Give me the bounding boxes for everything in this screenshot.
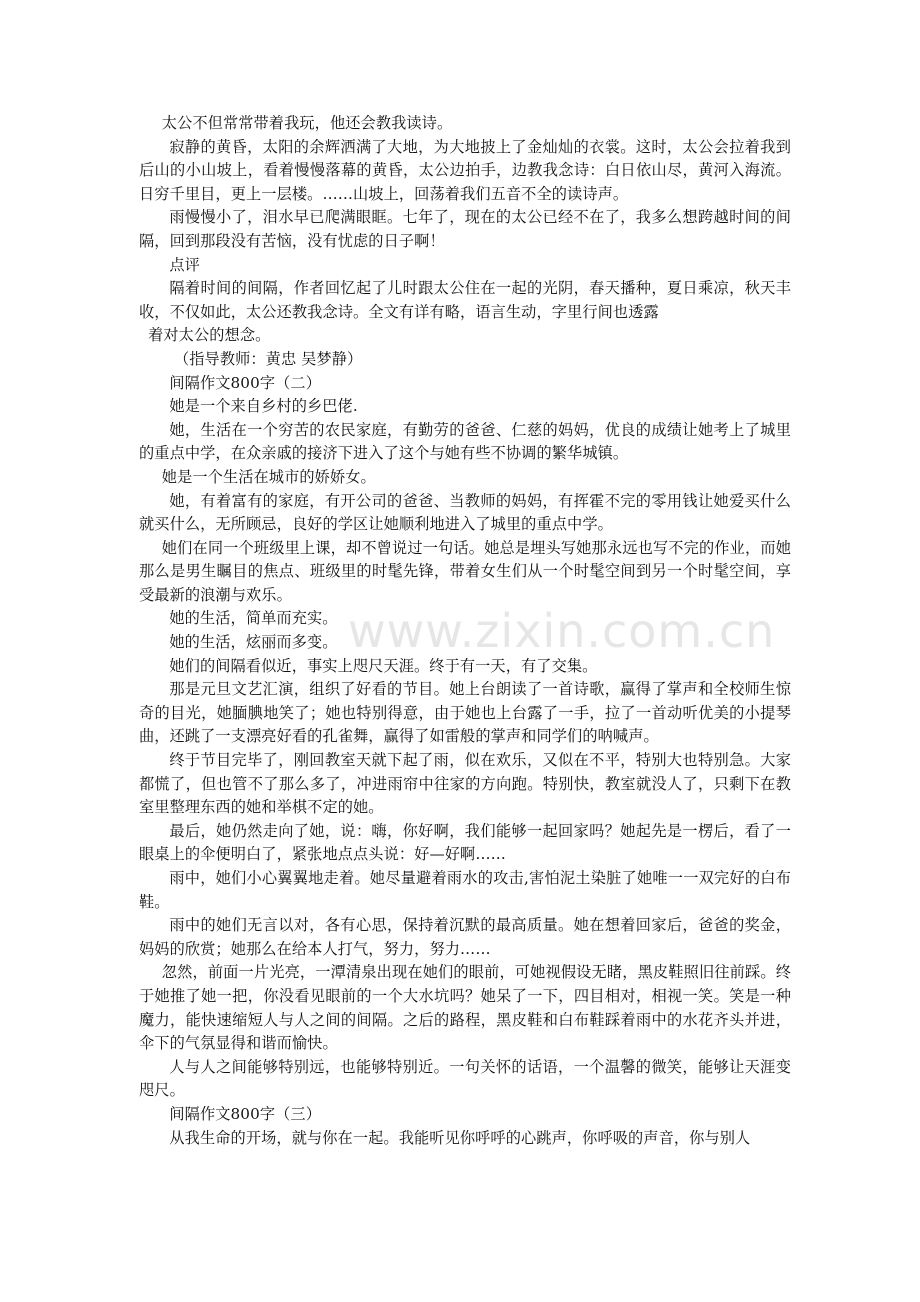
paragraph: 她，生活在一个穷苦的农民家庭，有勤劳的爸爸、仁慈的妈妈，优良的成绩让她考上了城里的重点中学，在众亲戚的接济下进入了这个与她有些不协调的繁华城镇。 [139,420,791,463]
paragraph: 她的生活，简单而充实。 [169,609,338,628]
paragraph: 她们的间隔看似近，事实上咫尺天涯。终于有一天，有了交集。 [169,656,598,675]
paragraph: 她是一个来自乡村的乡巴佬. [169,397,358,416]
paragraph: 最后，她仍然走向了她，说：嗨，你好啊，我们能够一起回家吗？她起先是一楞后，看了一眼桌上的伞便明白了，紧张地点点头说：好—好啊…… [139,821,791,864]
paragraph: 那是元旦文艺汇演，组织了好看的节目。她上台朗读了一首诗歌，赢得了掌声和全校师生惊奇的目光，她腼腆地笑了；她也特别得意，由于她也上台露了一手，拉了一首动听优美的小提琴曲，还跳了一支漂亮好看的孔雀舞，赢得了如雷般的掌声和同学们的呐喊声。 [139,680,791,746]
paragraph: 雨慢慢小了，泪水早已爬满眼眶。七年了，现在的太公已经不在了，我多么想跨越时间的间隔，回到那段没有苦恼，没有忧虑的日子啊！ [139,208,791,250]
paragraph: 点评 [169,255,200,274]
paragraph: 她的生活，炫丽而多变。 [169,633,338,652]
paragraph: 间隔作文800字（三） [169,1104,321,1123]
paragraph: 间隔作文800字（二） [169,373,321,392]
paragraph: 着对太公的想念。 [148,326,271,345]
paragraph: 雨中的她们无言以对，各有心思，保持着沉默的最高质量。她在想着回家后，爸爸的奖金，妈妈的欣赏；她那么在给本人打气，努力，努力…… [139,916,791,958]
paragraph: 寂静的黄昏，太阳的余辉洒满了大地，为大地披上了金灿灿的衣裳。这时，太公会拉着我到后山的小山坡上，看着慢慢落幕的黄昏，太公边拍手，边教我念诗：白日依山尽，黄河入海流。日穷千里目，更上一层楼。……山坡上，回荡着我们五音不全的读诗声。 [139,137,791,203]
paragraph: 她们在同一个班级里上课，却不曾说过一句话。她总是埋头写她那永远也写不完的作业，而她那么是男生瞩目的焦点、班级里的时髦先锋，带着女生们从一个时髦空间到另一个时髦空间，享受最新的浪潮与欢乐。 [139,538,791,604]
paragraph: 她，有着富有的家庭，有开公司的爸爸、当教师的妈妈，有挥霍不完的零用钱让她爱买什么就买什么，无所顾忌，良好的学区让她顺利地进入了城里的重点中学。 [139,491,791,534]
paragraph: 雨中，她们小心翼翼地走着。她尽量避着雨水的攻击,害怕泥土染脏了她唯一一双完好的白布鞋。 [139,869,791,911]
watermark: www.zixin.com.cn [348,604,776,658]
paragraph: 从我生命的开场，就与你在一起。我能听见你呼呼的心跳声，你呼吸的声音，你与别人 [169,1128,751,1147]
paragraph: 忽然，前面一片光亮，一潭清泉出现在她们的眼前，可她视假设无睹，黑皮鞋照旧往前踩。终于她推了她一把，你没看见眼前的一个大水坑吗？她呆了一下，四目相对，相视一笑。笑是一种魔力，能快速缩短人与人之间的间隔。之后的路程，黑皮鞋和白布鞋踩着雨中的水花齐头并进，伞下的气氛显得和谐而愉快。 [139,963,791,1053]
paragraph: 太公不但常常带着我玩，他还会教我读诗。 [161,114,453,132]
paragraph: 隔着时间的间隔，作者回忆起了儿时跟太公住在一起的光阴，春天播种，夏日乘凉，秋天丰收，不仅如此，太公还教我念诗。全文有详有略，语言生动，字里行间也透露 [139,279,791,321]
paragraph: 她是一个生活在城市的娇娇女。 [161,467,376,486]
paragraph: 终于节目完毕了，刚回教室天就下起了雨，似在欢乐，又似在不平，特别大也特别急。大家都慌了，但也管不了那么多了，冲进雨帘中往家的方向跑。特别快，教室就没人了，只剩下在教室里整理东西的她和举棋不定的她。 [139,751,791,817]
paragraph: （指导教师：黄忠 吴梦静） [173,349,363,368]
paragraph: 人与人之间能够特别远，也能够特别近。一句关怀的话语，一个温馨的微笑，能够让天涯变咫尺。 [139,1057,791,1100]
document-body [139,112,791,1150]
